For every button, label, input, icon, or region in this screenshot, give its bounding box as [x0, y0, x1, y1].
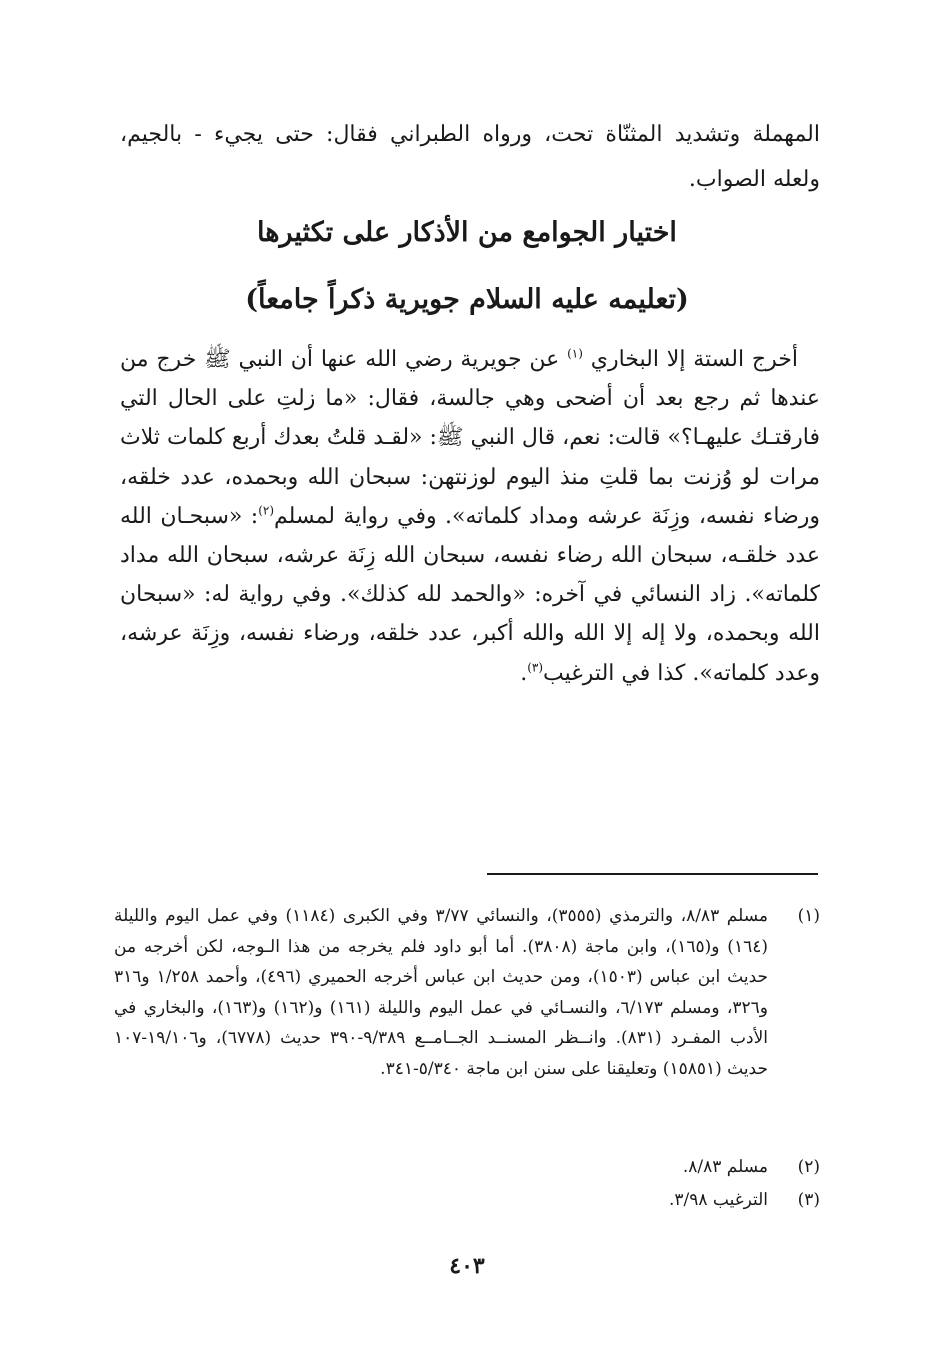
main-paragraph-part-1: أخرج الستة إلا البخاري — [590, 347, 798, 372]
footnote-ref-3[interactable]: (٣) — [527, 660, 544, 675]
main-paragraph-part-4: . — [520, 660, 528, 686]
footnote-ref-2[interactable]: (٢) — [258, 503, 275, 518]
footnote-text: مسلم ٨/٨٣، والترمذي (٣٥٥٥)، والنسائي ٣/٧٧ وفي الكبرى (١١٨٤) وفي عمل اليوم والليلة (١٦٤) و(١٦٥)، وابن ماجة (٣٨٠٨). أما أبو داود فلم يخرجه من هذا الـوجه، لكن أخرجه من حديث ابن عباس (١٥٠٣)، ومن حديث ابن عباس أخرجه الحميري (٤٩٦)، وأحمد ١/٢٥٨ و٣١٦ و٣٢٦، ومسلم ٦/١٧٣، والنسـائي في عمل اليوم والليلة (١٦١) و(١٦٢) و(١٦٣)، والبخاري في الأدب المفـرد (٨٣١). وانــظر المسنــد الجــامــع ٩/٣٨٩-٣٩٠ حديث (٦٧٧٨)، و١٩/١٠٦-١٠٧ حديث (١٥٨٥١) وتعليقنا على سنن ابن ماجة ٥/٣٤٠-٣٤١. — [114, 906, 769, 1079]
main-paragraph — [120, 340, 820, 693]
footnote-number: (٣) — [797, 1190, 820, 1210]
footnote-1 — [114, 901, 820, 1084]
section-heading: اختيار الجوامع من الأذكار على تكثيرها — [257, 217, 677, 248]
footnote-separator — [487, 873, 818, 875]
footnote-number: (٢) — [797, 1157, 820, 1177]
footnote-number: (١) — [797, 906, 820, 926]
footnote-3 — [114, 1185, 820, 1216]
page-number: ٤٠٣ — [449, 1253, 485, 1279]
main-paragraph-part-2: عن جويرية رضي الله عنها أن النبي ﷺ خرج من عندها ثم رجع بعد أن أضحى وهي جالسة، فقال: «ما زلتِ على الحال التي فارقتـك عليهـا؟» قالت: نعم، قال النبي ﷺ: «لقـد قلتُ بعدك أربع كلمات ثلاث مرات لو وُزنت بما قلتِ منذ اليوم لوزنتهن: سبحان الله وبحمده، عدد خلقه، ورضاء نفسه، وزِنَة عرشه ومداد كلماته». وفي رواية لمسلم — [120, 347, 820, 529]
main-paragraph-part-3: : «سبحـان الله عدد خلقـه، سبحان الله رضاء نفسه، سبحان الله زِنَة عرشه، سبحان الله مداد كلماته». زاد النسائي في آخره: «والحمد لله كذلك». وفي رواية له: «سبحان الله وبحمده، ولا إله إلا الله والله أكبر، عدد خلقه، ورضاء نفسه، وزِنَة عرشه، وعدد كلماته». كذا في الترغيب — [120, 503, 820, 686]
intro-paragraph: المهملة وتشديد المثنّاة تحت، ورواه الطبراني فقال: حتى يجيء - بالجيم، ولعله الصواب. — [120, 122, 820, 192]
section-subheading: (تعليمه عليه السلام جويرية ذكراً جامعاً) — [245, 284, 689, 315]
footnote-text: مسلم ٨/٨٣. — [682, 1157, 768, 1177]
footnote-text: الترغيب ٣/٩٨. — [668, 1190, 768, 1210]
footnote-2 — [114, 1152, 820, 1183]
footnote-ref-1[interactable]: (١) — [567, 346, 583, 361]
